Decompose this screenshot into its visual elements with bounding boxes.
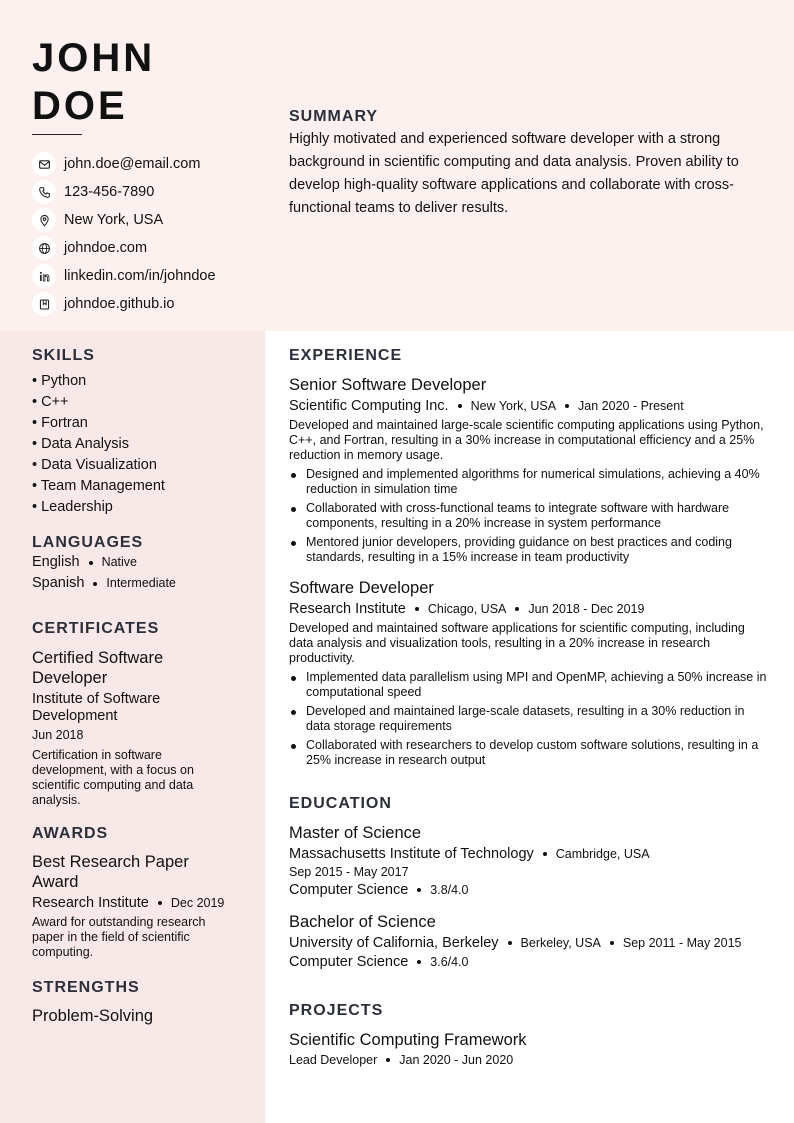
contact-phone[interactable] bbox=[32, 178, 216, 206]
contact-phone-text: 123-456-7890 bbox=[64, 184, 155, 200]
job-entry bbox=[289, 578, 769, 768]
separator-dot bbox=[610, 941, 614, 945]
award-date: Dec 2019 bbox=[170, 896, 225, 910]
contact-website[interactable] bbox=[32, 234, 216, 262]
job-location: New York, USA bbox=[470, 399, 557, 413]
languages-section bbox=[32, 534, 242, 594]
job-bullets bbox=[289, 467, 769, 565]
strengths-section bbox=[32, 979, 242, 1026]
candidate-name bbox=[32, 34, 252, 130]
award-meta bbox=[32, 895, 242, 911]
location-pin-icon bbox=[32, 208, 56, 232]
project-dates: Jan 2020 - Jun 2020 bbox=[399, 1053, 514, 1067]
separator-dot bbox=[415, 607, 419, 611]
certificate-description: Certification in software development, with a focus on scientific computing and data analysis. bbox=[32, 748, 194, 807]
contact-portfolio[interactable] bbox=[32, 290, 216, 318]
contact-website-text: johndoe.com bbox=[64, 240, 148, 256]
job-bullet: Mentored junior developers, providing guidance on best practices and coding standards, resulting in a 15% increase in team productivity bbox=[289, 535, 769, 565]
job-description: Developed and maintained software applications for scientific computing, including data analysis and visualization tools, resulting in a 20% increase in research productivity. bbox=[289, 621, 745, 665]
education-meta bbox=[289, 935, 769, 951]
language-name: English bbox=[32, 554, 80, 570]
job-company: Scientific Computing Inc. bbox=[289, 398, 449, 414]
award-description: Award for outstanding research paper in the field of scientific computing. bbox=[32, 915, 206, 959]
certificate-name: Certified Software Developer bbox=[32, 649, 164, 687]
education-field: Computer Science bbox=[289, 954, 409, 970]
separator-dot bbox=[458, 404, 462, 408]
separator-dot bbox=[386, 1058, 390, 1062]
education-entry bbox=[289, 823, 769, 898]
language-level: Native bbox=[101, 555, 137, 569]
education-dates-row bbox=[289, 865, 769, 879]
education-dates: Sep 2015 - May 2017 bbox=[289, 865, 409, 879]
experience-section bbox=[289, 347, 769, 772]
contact-linkedin-text: linkedin.com/in/johndoe bbox=[64, 268, 216, 284]
education-gpa: 3.6/4.0 bbox=[430, 955, 469, 969]
contact-email-text: john.doe@email.com bbox=[64, 156, 201, 172]
project-name: Scientific Computing Framework bbox=[289, 1031, 527, 1049]
job-bullets bbox=[289, 670, 769, 768]
job-title: Senior Software Developer bbox=[289, 376, 487, 394]
education-section bbox=[289, 795, 769, 970]
job-bullet: Collaborated with cross-functional teams to integrate software with hardware components, resulting in a 20% increase in system performance bbox=[289, 501, 769, 531]
certificate-issuer: Institute of Software Development bbox=[32, 691, 161, 724]
separator-dot bbox=[417, 960, 421, 964]
education-meta bbox=[289, 846, 769, 862]
school-location: Berkeley, USA bbox=[520, 936, 601, 950]
separator-dot bbox=[508, 941, 512, 945]
school-location: Cambridge, USA bbox=[555, 847, 650, 861]
award-name: Best Research Paper Award bbox=[32, 853, 189, 891]
skills-list bbox=[32, 371, 242, 518]
contact-location bbox=[32, 206, 216, 234]
school: Massachusetts Institute of Technology bbox=[289, 846, 534, 862]
language-level: Intermediate bbox=[106, 576, 176, 590]
awards-section bbox=[32, 825, 242, 960]
contact-location-text: New York, USA bbox=[64, 212, 164, 228]
strength-item: Problem-Solving bbox=[32, 1007, 154, 1025]
job-description: Developed and maintained large-scale scientific computing applications using Python, C++, and Fortran, resulting in a 30% increase in computational efficiency and a 25% reduction in memory usage. bbox=[289, 418, 764, 462]
skill-item: • Data Analysis bbox=[32, 436, 129, 452]
skill-item: • Fortran bbox=[32, 415, 88, 431]
job-bullet: Implemented data parallelism using MPI and OpenMP, achieving a 50% increase in computational speed bbox=[289, 670, 769, 700]
skill-item: • Data Visualization bbox=[32, 457, 157, 473]
degree: Bachelor of Science bbox=[289, 913, 436, 931]
phone-icon bbox=[32, 180, 56, 204]
skills-section bbox=[32, 347, 242, 518]
education-entry bbox=[289, 912, 769, 970]
bookmark-icon bbox=[32, 292, 56, 316]
awards-title: AWARDS bbox=[32, 825, 109, 842]
job-bullet: Developed and maintained large-scale datasets, resulting in a 30% reduction in data storage requirements bbox=[289, 704, 769, 734]
language-row bbox=[32, 573, 242, 594]
project-meta bbox=[289, 1053, 769, 1067]
projects-section bbox=[289, 1002, 769, 1067]
education-dates: Sep 2011 - May 2015 bbox=[622, 936, 742, 950]
languages-title: LANGUAGES bbox=[32, 534, 144, 551]
mail-icon bbox=[32, 152, 56, 176]
school: University of California, Berkeley bbox=[289, 935, 499, 951]
contact-linkedin[interactable] bbox=[32, 262, 216, 290]
summary-title: SUMMARY bbox=[289, 108, 379, 125]
job-meta bbox=[289, 601, 769, 617]
job-bullet: Collaborated with researchers to develop custom software solutions, resulting in a 25% increase in research output bbox=[289, 738, 769, 768]
project-role: Lead Developer bbox=[289, 1053, 378, 1067]
education-field-row bbox=[289, 882, 769, 898]
skill-item: • C++ bbox=[32, 394, 69, 410]
separator-dot bbox=[565, 404, 569, 408]
first-name: JOHN bbox=[32, 36, 156, 80]
experience-title: EXPERIENCE bbox=[289, 347, 403, 364]
skill-item: • Leadership bbox=[32, 499, 113, 515]
skill-item: • Team Management bbox=[32, 478, 165, 494]
education-field-row bbox=[289, 954, 769, 970]
job-dates: Jun 2018 - Dec 2019 bbox=[528, 602, 645, 616]
education-field: Computer Science bbox=[289, 882, 409, 898]
job-entry bbox=[289, 375, 769, 565]
language-name: Spanish bbox=[32, 575, 85, 591]
education-gpa: 3.8/4.0 bbox=[430, 883, 469, 897]
linkedin-icon bbox=[32, 264, 56, 288]
summary-section bbox=[289, 108, 769, 220]
job-bullet: Designed and implemented algorithms for numerical simulations, achieving a 40% reduction in simulation time bbox=[289, 467, 769, 497]
certificates-section bbox=[32, 620, 242, 808]
globe-icon bbox=[32, 236, 56, 260]
skills-title: SKILLS bbox=[32, 347, 95, 364]
certificates-title: CERTIFICATES bbox=[32, 620, 160, 637]
job-title: Software Developer bbox=[289, 579, 434, 597]
job-location: Chicago, USA bbox=[427, 602, 507, 616]
award-issuer: Research Institute bbox=[32, 895, 149, 911]
summary-text: Highly motivated and experienced software developer with a strong background in scientific computing and data analysis. Proven ability to develop high-quality software applications and collaborate with cross-functional teams to deliver results. bbox=[289, 131, 739, 216]
contact-email[interactable] bbox=[32, 150, 216, 178]
degree: Master of Science bbox=[289, 824, 422, 842]
strengths-title: STRENGTHS bbox=[32, 979, 140, 996]
separator-dot bbox=[93, 582, 97, 586]
separator-dot bbox=[417, 888, 421, 892]
job-dates: Jan 2020 - Present bbox=[578, 399, 684, 413]
certificate-date: Jun 2018 bbox=[32, 728, 84, 742]
separator-dot bbox=[515, 607, 519, 611]
separator-dot bbox=[158, 901, 162, 905]
job-meta bbox=[289, 398, 769, 414]
separator-dot bbox=[89, 561, 93, 565]
last-name: DOE bbox=[32, 84, 128, 128]
separator-dot bbox=[543, 852, 547, 856]
contact-portfolio-text: johndoe.github.io bbox=[64, 296, 175, 312]
education-title: EDUCATION bbox=[289, 795, 392, 812]
contact-list bbox=[32, 150, 216, 318]
name-divider bbox=[32, 134, 82, 135]
projects-title: PROJECTS bbox=[289, 1002, 384, 1019]
job-company: Research Institute bbox=[289, 601, 406, 617]
language-row bbox=[32, 552, 242, 573]
skill-item: • Python bbox=[32, 373, 87, 389]
